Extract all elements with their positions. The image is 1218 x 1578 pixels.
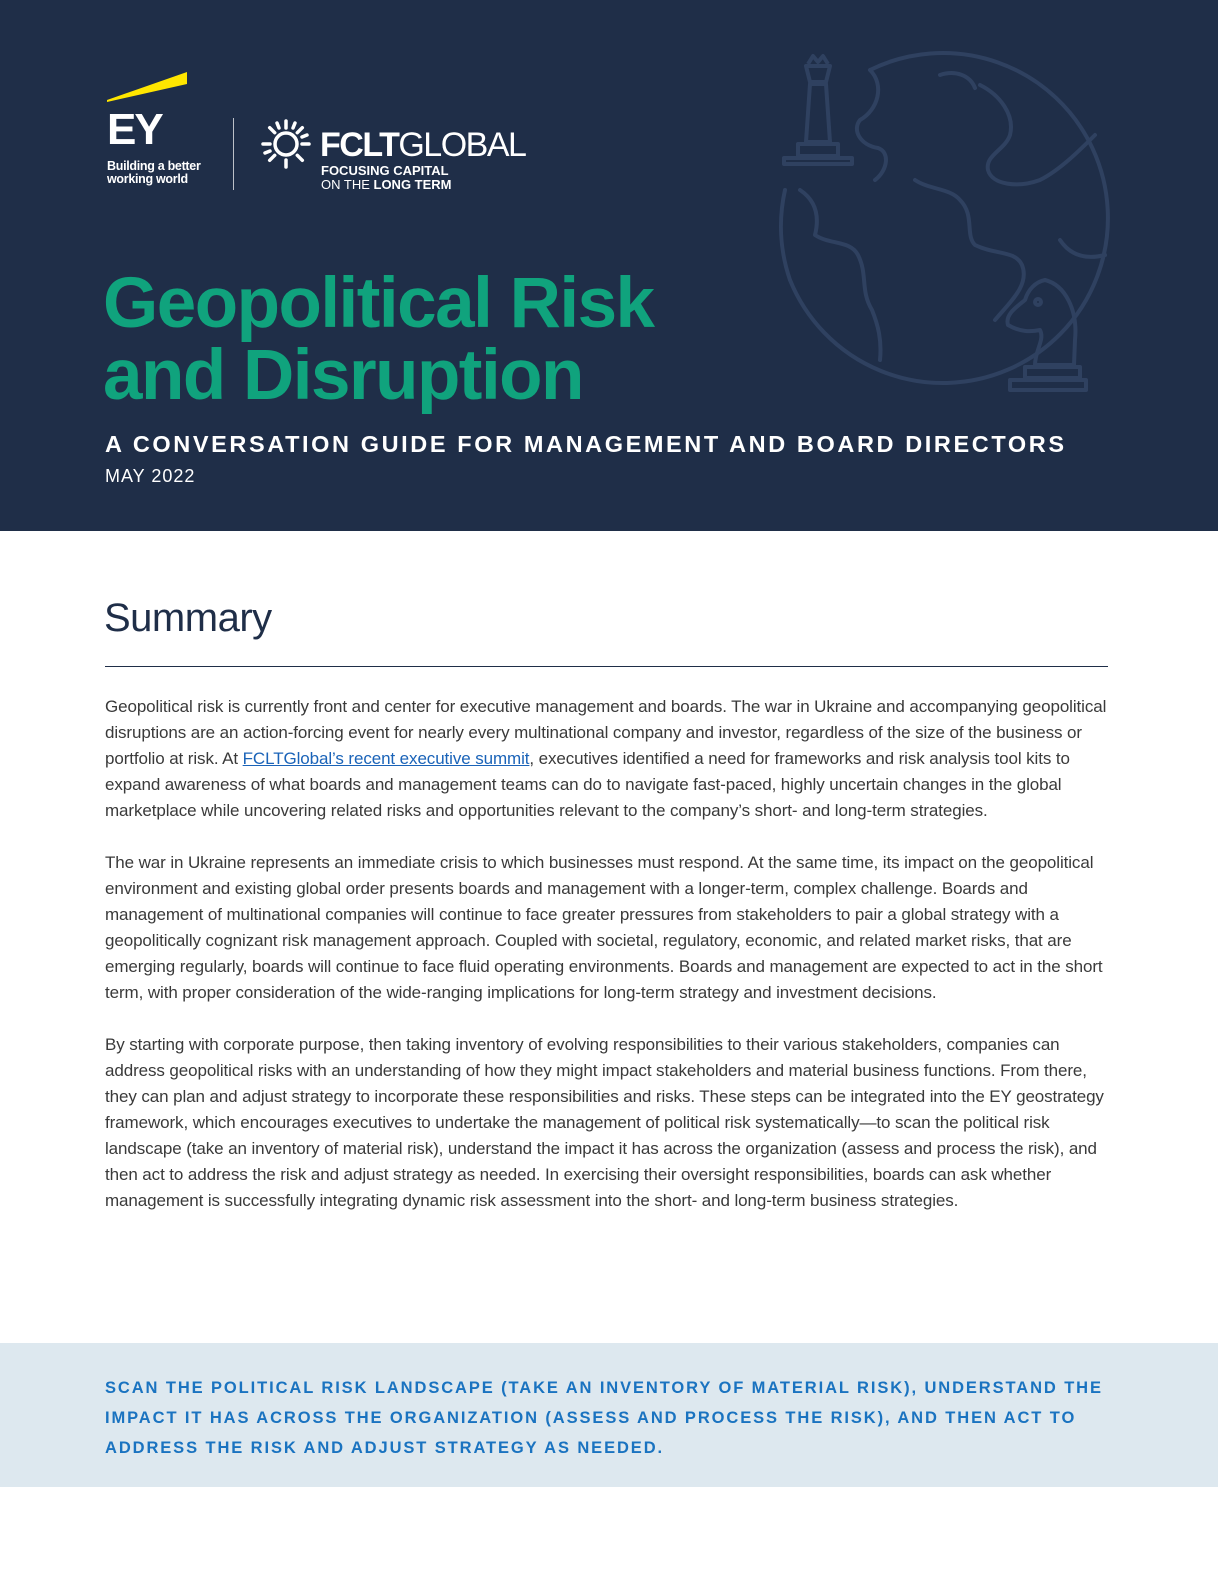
summary-body <box>105 694 1115 1240</box>
publication-date: MAY 2022 <box>105 466 196 486</box>
fclt-name-light: GLOBAL <box>398 126 526 164</box>
ey-beam-icon <box>105 72 190 102</box>
fclt-tagline <box>321 164 452 192</box>
callout-text: SCAN THE POLITICAL RISK LANDSCAPE (TAKE AN INVENTORY OF MATERIAL RISK), UNDERSTAND THE IMPACT IT HAS ACROSS THE ORGANIZATION (ASSESS AND PROCESS THE RISK), AND THEN ACT TO ADDRESS THE RISK AND ADJUST STRATEGY AS NEEDED. <box>105 1379 1103 1457</box>
ey-tagline <box>107 160 227 186</box>
ey-logo: EY <box>107 105 162 154</box>
ey-tagline-line2: working world <box>107 172 188 186</box>
fclt-logo-name <box>320 128 525 162</box>
cover-header <box>0 0 1218 531</box>
paragraph-1-text-b: , executives identified a need for frameworks and risk analysis tool kits to expand awareness of what boards and management teams can do to navigate fast-paced, highly uncertain changes in the global marketplace while uncovering related risks and opportunities relevant to the company’s short- and long-term strategies. <box>105 749 1070 820</box>
fclt-tagline-line2 <box>321 177 452 192</box>
summary-heading: Summary <box>104 596 272 640</box>
summit-link[interactable]: FCLTGlobal’s recent executive summit <box>242 749 530 768</box>
section-divider <box>105 666 1108 667</box>
summary-paragraph-3: By starting with corporate purpose, then taking inventory of evolving responsibilities to their various stakeholders, companies can address geopolitical risks with an understanding of how they might impact stakeholders and material business functions. From there, they can plan and adjust strategy to incorporate these responsibilities and risks. These steps can be integrated into the EY geostrategy framework, which encourages executives to undertake the management of political risk systematically—to scan the political risk landscape (take an inventory of material risk), understand the impact it has across the organization (assess and process the risk), and then act to address the risk and adjust strategy as needed. In exercising their oversight responsibilities, boards can ask whether management is successfully integrating dynamic risk assessment into the short- and long-term business strategies. <box>105 1035 1104 1210</box>
logo-divider <box>233 118 234 190</box>
page-subtitle: A CONVERSATION GUIDE FOR MANAGEMENT AND BOARD DIRECTORS <box>105 431 1067 457</box>
title-line-1: Geopolitical Risk <box>103 264 654 343</box>
pull-quote-callout <box>0 1343 1218 1487</box>
paragraph-1-text-a: Geopolitical risk is currently front and center for executive management and boards. The war in Ukraine and accompanying geopolitical disruptions are an action-forcing event for nearly every multinational company and investor, regardless of the size of the business or portfolio at risk. At <box>105 697 1107 768</box>
chess-knight-icon <box>990 270 1090 395</box>
summary-paragraph-2: The war in Ukraine represents an immediate crisis to which businesses must respond. At the same time, its impact on the geopolitical environment and existing global order presents boards and management with a longer-term, complex challenge. Boards and management of multinational companies will continue to face greater pressures from stakeholders to pair a global strategy with a geopolitically cognizant risk management approach. Coupled with societal, regulatory, economic, and related market risks, that are emerging regularly, boards will continue to face fluid operating environments. Boards and management are expected to act in the short term, with proper consideration of the wide-ranging implications for long-term strategy and investment decisions. <box>105 853 1103 1002</box>
ey-tagline-line1: Building a better <box>107 159 201 173</box>
page-title <box>103 264 654 415</box>
logo-lockup <box>105 72 565 192</box>
chess-queen-icon <box>778 52 858 167</box>
title-line-2: and Disruption <box>103 336 583 415</box>
fclt-tagline-line2-light: ON THE <box>321 177 374 192</box>
fclt-sun-icon <box>260 118 312 170</box>
summary-paragraph-1 <box>105 694 1115 824</box>
fclt-name-bold: FCLT <box>320 126 399 164</box>
fclt-tagline-line2-bold: LONG TERM <box>373 177 452 192</box>
fclt-tagline-line1: FOCUSING CAPITAL <box>321 163 449 178</box>
